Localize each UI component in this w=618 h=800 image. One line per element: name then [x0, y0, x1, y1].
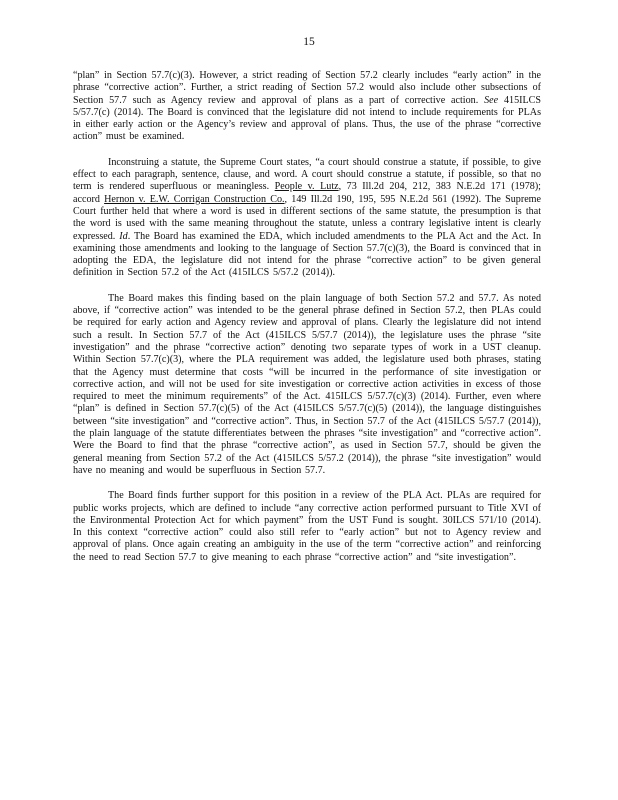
paragraph [73, 490, 541, 564]
paragraph-text: The Board finds further support for this position in a review of the PLA Act. PLAs are required for public works projects, which are defined to include “any corrective action performed pursuant to Title XVI of the Environmental Protection Act for which payment” from the UST Fund is sought. 30ILCS 571/10 (2014). In this context “corrective action” could also still refer to “early action” but not to Agency review and approval of plans. Once again creating an ambiguity in the use of the term “corrective action” and reinforcing the need to read Section 57.7 to give meaning to each phrase “corrective action” and “site investigation”. [73, 490, 541, 563]
paragraph-text: The Board makes this finding based on the plain language of both Section 57.2 and 57.7. As noted above, if “corrective action” was intended to be the general phrase defined in Section 57.2, then PLAs could be required for early action and Agency review and approval of plans. Clearly the legislature did not intend such a result. In Section 57.7 of the Act (415ILCS 5/57.7 (2014)), the legislature uses the phrase “site investigation” and the phrase “corrective action” denoting two separate types of work in a UST cleanup. Within Section 57.7(c)(3), where the PLA requirement was added, the legislature used both phrases, stating that the Agency must determine that costs “will be incurred in the performance of site investigation or corrective action, and will not be used for site investigation or corrective action activities in excess of those required to meet the minimum requirements” of the Act. 415ILCS 5/57.7(c)(3) (2014). Further, even where “plan” is defined in Section 57.7(c)(5) of the Act (415ILCS 5/57.7(c)(5) (2014)), the language distinguishes between “site investigation” and “corrective action”. Thus, in Section 57.7 of the Act (415ILCS 5/57.7 (2014)), the plain language of the statute differentiates between the phrases “site investigation” and “corrective action”. Were the Board to find that the phrase “corrective action”, as used in Section 57.7, should be given the general meaning from Section 57.2 of the Act (415ILCS 5/57.2 (2014)), the phrase “site investigation” would have no meaning and would be superfluous in Section 57.7. [73, 292, 541, 476]
signal-word: See [484, 94, 499, 106]
paragraph-text: Inconstruing a statute, the Supreme Court states, “a court should construe a statute, if possible, to give effect to each paragraph, sentence, clause, and word. A court should construe a statute, if possible, so that no term is rendered superfluous or meaningless. [73, 156, 541, 193]
paragraph-text: , 149 Ill.2d 190, 195, 595 N.E.2d 561 (1992). The Supreme Court further held that where a word is used in different sections of the same statute, the presumption is that the word is used with the same meaning throughout the statute, unless a contrary legislative intent is clearly expressed. [73, 193, 542, 242]
paragraph [73, 293, 541, 477]
paragraph [73, 157, 541, 280]
paragraph-text: . The Board has examined the EDA, which included amendments to the PLA Act and the Act. In examining those amendments and looking to the language of Section 57.7(c)(3), the Board is convinced that in adopting the EDA, the legislature did not intend for the phrase “corrective action” to be given general definition in Section 57.2 of the Act (415ILCS 5/57.2 (2014)). [73, 230, 541, 279]
case-citation: Hernon v. E.W. Corrigan Construction Co. [104, 193, 285, 205]
document-body [73, 70, 541, 577]
signal-word: Id [119, 230, 128, 242]
paragraph-text: “plan” in Section 57.7(c)(3). However, a strict reading of Section 57.2 clearly includes “early action” in the phrase “corrective action”. Further, a strict reading of Section 57.2 would also include other subsections of Section 57.7 such as Agency review and approval of plans as a part of corrective action. [73, 70, 541, 106]
paragraph-text: , 73 Ill.2d 204, 212, 383 N.E.2d 171 (1978); accord [73, 181, 541, 205]
paragraph-text: 415ILCS 5/57.7(c) (2014). The Board is convinced that the legislature did not intend to include requirements for PLAs in either early action or the Agency’s review and approval of plans. Thus, the use of the phrase “corrective action” must be examined. [73, 94, 541, 143]
case-citation: People v. Lutz [274, 181, 339, 193]
page-number: 15 [303, 36, 315, 48]
paragraph [73, 70, 541, 144]
